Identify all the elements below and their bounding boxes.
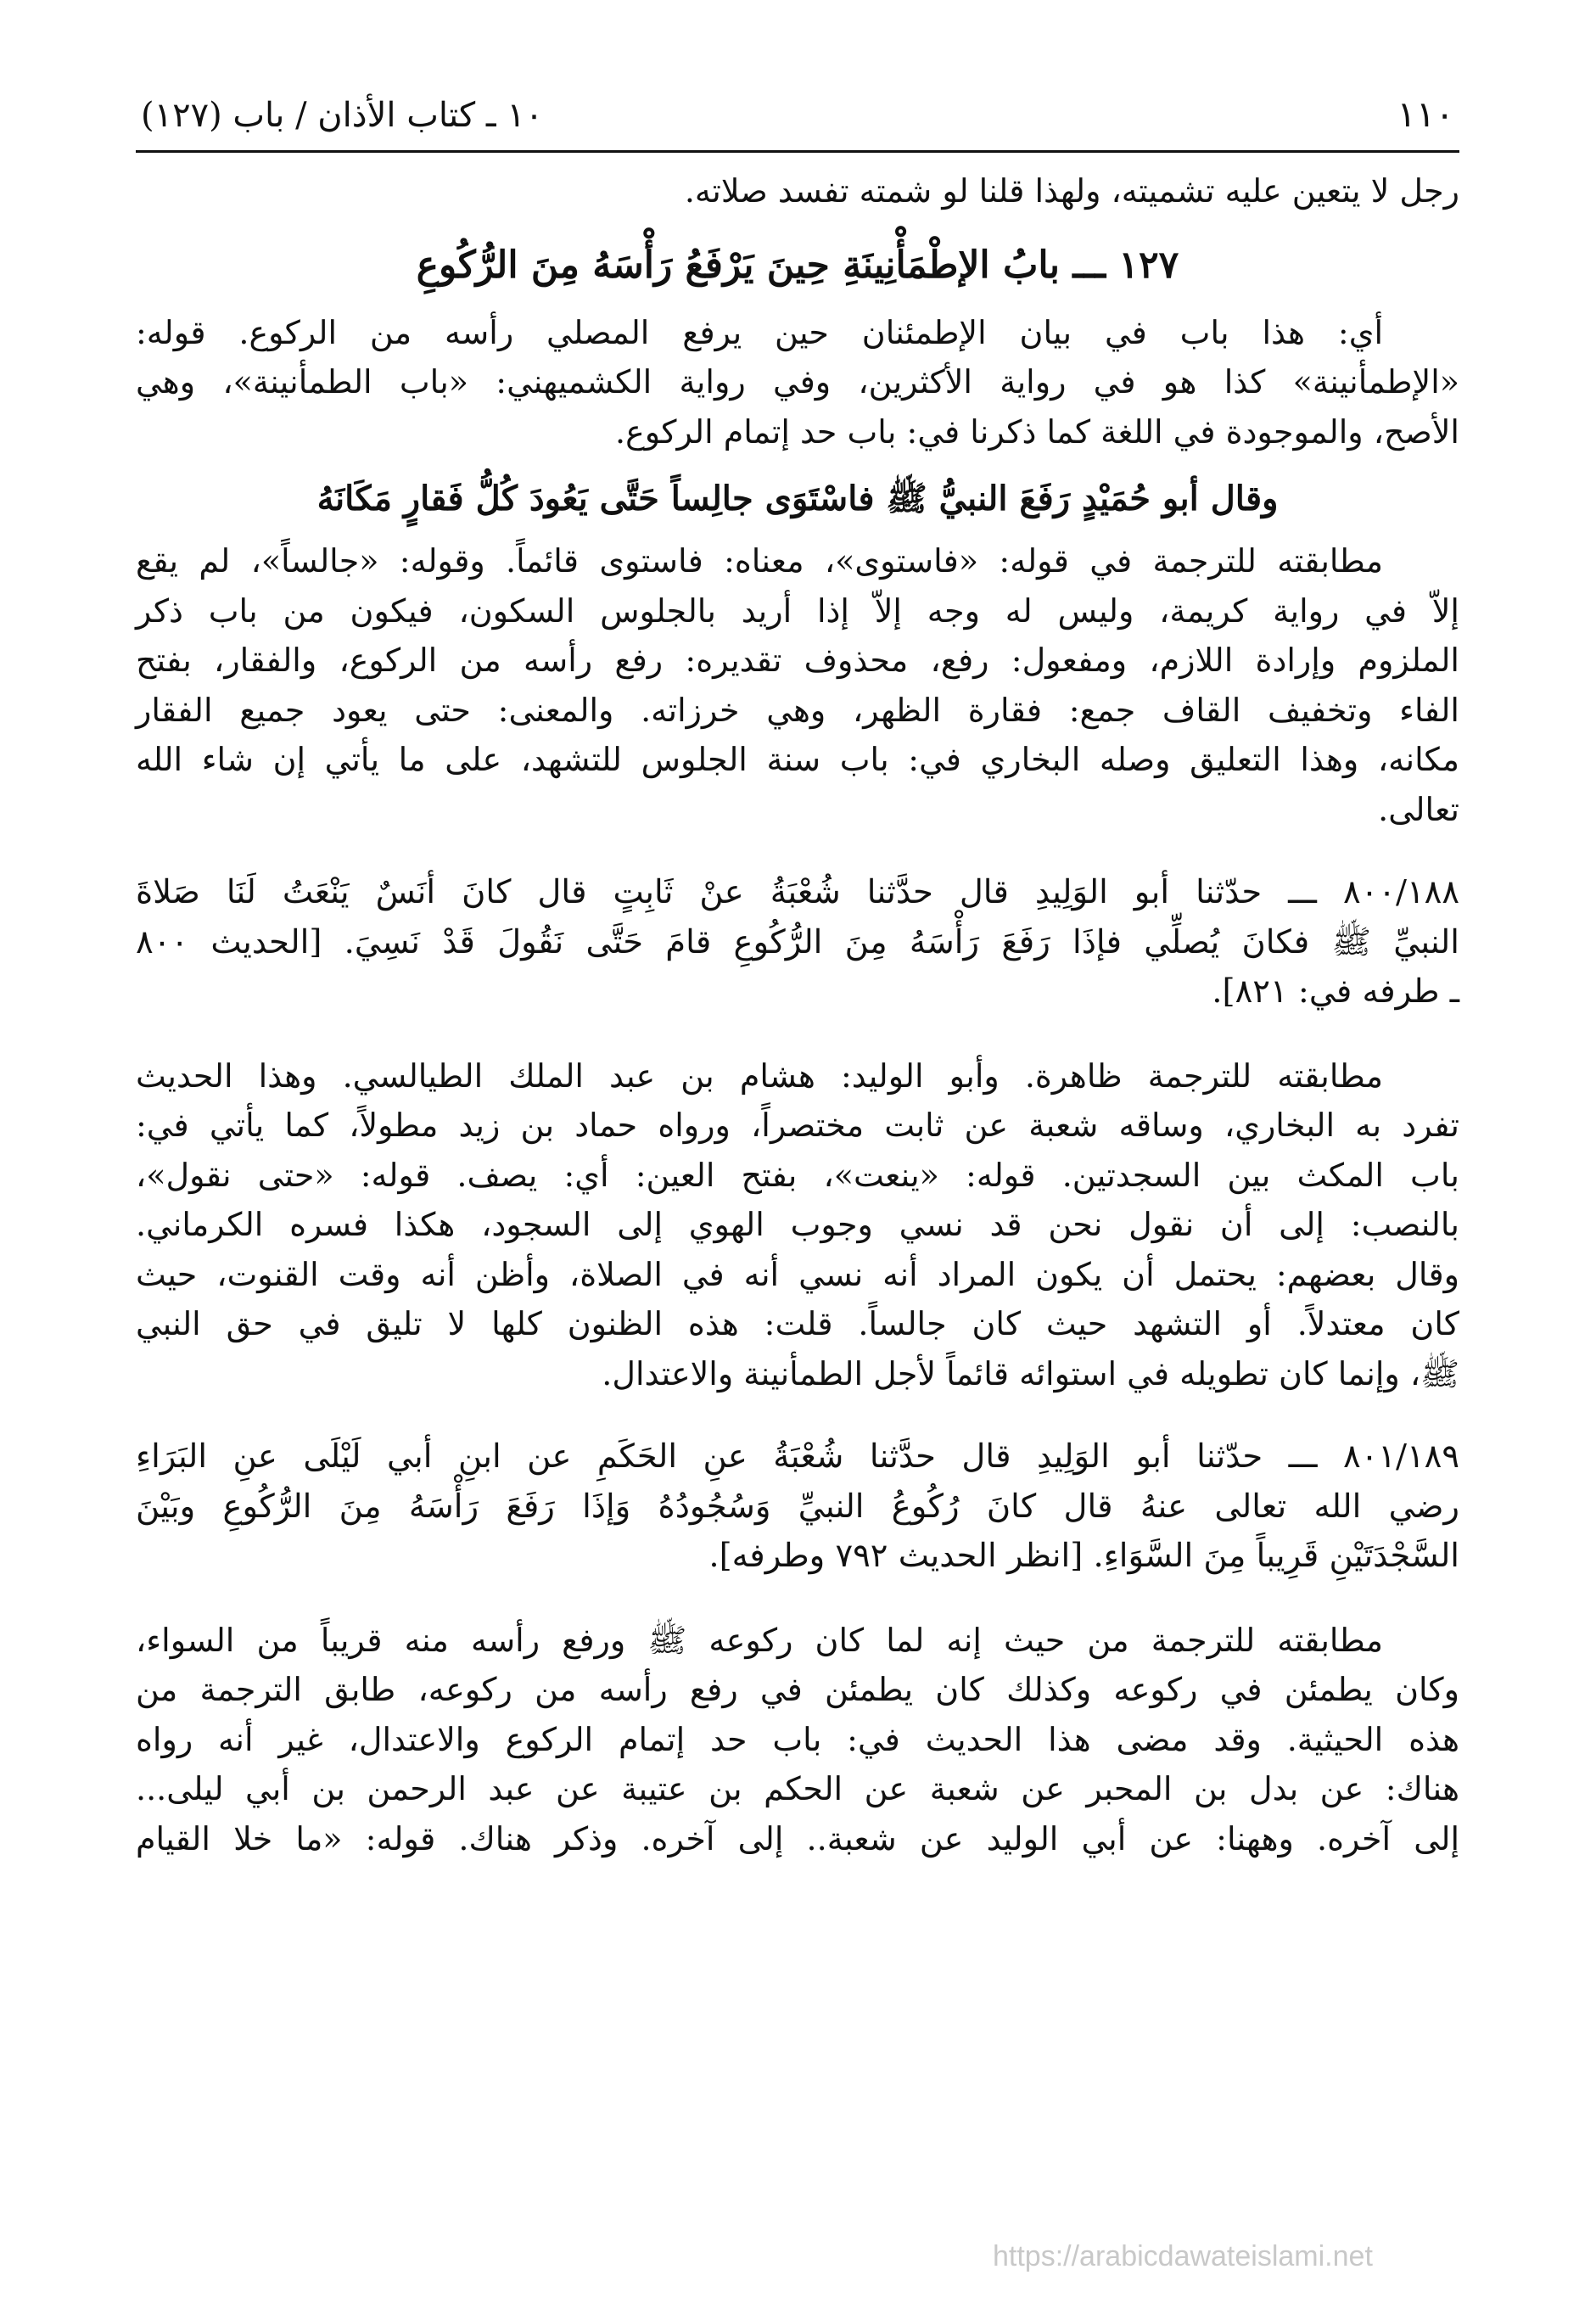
commentary-paragraph-3 (136, 1051, 1459, 1399)
commentary-paragraph-1 (136, 308, 1459, 457)
text-line: مكانه، وهذا التعليق وصله البخاري في: باب سنة الجلوس للتشهد، على ما يأتي إن شاء الله (136, 741, 1459, 778)
running-title: ١٠ ـ كتاب الأذان / باب (١٢٧) (141, 96, 544, 135)
hadith-801 (136, 1432, 1459, 1582)
text-line: وقال بعضهم: يحتمل أن يكون المراد أنه نسي أنه في الصلاة، وأظن أنه وقت القنوت، حيث (136, 1255, 1459, 1293)
hadith-800 (136, 868, 1459, 1017)
text-line: مطابقته للترجمة من حيث إنه لما كان ركوعه ﷺ ورفع رأسه منه قريباً من السواء، (136, 1621, 1383, 1659)
text-line: مطابقته للترجمة ظاهرة. وأبو الوليد: هشام بن عبد الملك الطيالسي. وهذا الحديث (136, 1056, 1383, 1095)
text-line: الأصح، والموجودة في اللغة كما ذكرنا في: باب حد إتمام الركوع. (615, 412, 1459, 451)
hadith-line: السَّجْدَتَيْنِ قَرِيباً مِنَ السَّوَاءِ. [انظر الحديث ٧٩٢ وطرفه]. (708, 1537, 1459, 1575)
watermark: https://arabicdawateislami.net (993, 2240, 1373, 2272)
text-line: ﷺ، وإنما كان تطويله في استوائه قائماً لأجل الطمأنينة والاعتدال. (602, 1354, 1459, 1392)
hadith-line: ٨٠٠/١٨٨ ـــ حدّثنا أبو الوَلِيدِ قال حدَّثنا شُعْبَةُ عنْ ثَابِتٍ قال كانَ أنَسٌ يَنْعَتُ لَنَا صَلاةَ (136, 873, 1459, 911)
text-line: تفرد به البخاري، وساقه شعبة عن ثابت مختصراً، ورواه حماد بن زيد مطولاً، كما يأتي في: (136, 1107, 1459, 1144)
text-line: هناك: عن بدل بن المحبر عن شعبة عن الحكم بن عتيبة عن عبد الرحمن بن أبي ليلى... (136, 1770, 1459, 1807)
text-line: الفاء وتخفيف القاف جمع: فقارة الظهر، وهي خرزاته. والمعنى: حتى يعود جميع الفقار (136, 691, 1459, 729)
text-line: تعالى. (1378, 790, 1459, 828)
text-line: رجل لا يتعين عليه تشميته، ولهذا قلنا لو شمته تفسد صلاته. (684, 172, 1459, 210)
text-line: باب المكث بين السجدتين. قوله: «ينعت»، بفتح العين: أي: يصف. قوله: «حتى نقول»، (136, 1156, 1459, 1194)
text-line: مطابقته للترجمة في قوله: «فاستوى»، معناه: فاستوى قائماً. وقوله: «جالساً»، لم يقع (136, 542, 1383, 580)
page-number: ١١٠ (1397, 93, 1454, 135)
text-line: إلاّ في رواية كريمة، وليس له وجه إلاّ إذا أريد بالجلوس السكون، فيكون من باب ذكر (136, 591, 1459, 630)
text-line: أي: هذا باب في بيان الإطمئنان حين يرفع المصلي رأسه من الركوع. قوله: (136, 313, 1383, 351)
document-page (136, 93, 1459, 1863)
hadith-line: ٨٠١/١٨٩ ـــ حدّثنا أبو الوَلِيدِ قال حدَّثنا شُعْبَةُ عنِ الحَكَمِ عن ابنِ أبي لَيْلَى عنِ البَرَاءِ (136, 1437, 1459, 1476)
commentary-paragraph-2 (136, 536, 1459, 834)
intro-paragraph (136, 166, 1459, 216)
text-line: بالنصب: إلى أن نقول نحن قد نسي وجوب الهوي إلى السجود، هكذا فسره الكرماني. (136, 1206, 1459, 1243)
text-line: وكان يطمئن في ركوعه وكذلك كان يطمئن في رفع رأسه من ركوعه، طابق الترجمة من (136, 1671, 1459, 1708)
text-line: كان معتدلاً. أو التشهد حيث كان جالساً. قلت: هذه الظنون كلها لا تليق في حق النبي (136, 1305, 1459, 1342)
chapter-heading: ١٢٧ ـــ بابُ الإطْمَأْنِينَةِ حِينَ يَرْفَعُ رَأْسَهُ مِنَ الرُّكُوعِ (416, 243, 1179, 287)
quote-heading: وقال أبو حُمَيْدٍ رَفَعَ النبيُّ ﷺ فاسْتَوَى جالِساً حَتَّى يَعُودَ كُلُّ فَقارٍ مَكَانَهُ (316, 479, 1279, 518)
text-line: «الإطمأنينة» كذا هو في رواية الأكثرين، وفي رواية الكشميهني: «باب الطمأنينة»، وهي (136, 363, 1459, 401)
commentary-paragraph-4 (136, 1616, 1459, 1864)
text-line: إلى آخره. وههنا: عن أبي الوليد عن شعبة.. إلى آخره. وذكر هناك. قوله: «ما خلا القيام (136, 1819, 1459, 1858)
hadith-line: رضي الله تعالى عنهُ قال كانَ رُكُوعُ النبيِّ وَسُجُودُهُ وَإذَا رَفَعَ رَأْسَهُ مِنَ الرُّكُوعِ وبَيْنَ (136, 1487, 1459, 1526)
page-header (136, 93, 1459, 153)
hadith-line: النبيِّ ﷺ فكانَ يُصلِّي فإذَا رَفَعَ رَأْسَهُ مِنَ الرُّكُوعِ قامَ حَتَّى نَقُولَ قَدْ نَسِيَ. [الحديث ٨٠٠ (136, 922, 1459, 961)
hadith-line: ـ طرفه في: ٨٢١]. (1212, 972, 1459, 1011)
text-line: الملزوم وإرادة اللازم، ومفعول: رفع، محذوف تقديره: رفع رأسه من الركوع، والفقار، بفتح (136, 642, 1459, 679)
text-line: هذه الحيثية. وقد مضى هذا الحديث في: باب حد إتمام الركوع والاعتدال، غير أنه رواه (136, 1720, 1459, 1758)
